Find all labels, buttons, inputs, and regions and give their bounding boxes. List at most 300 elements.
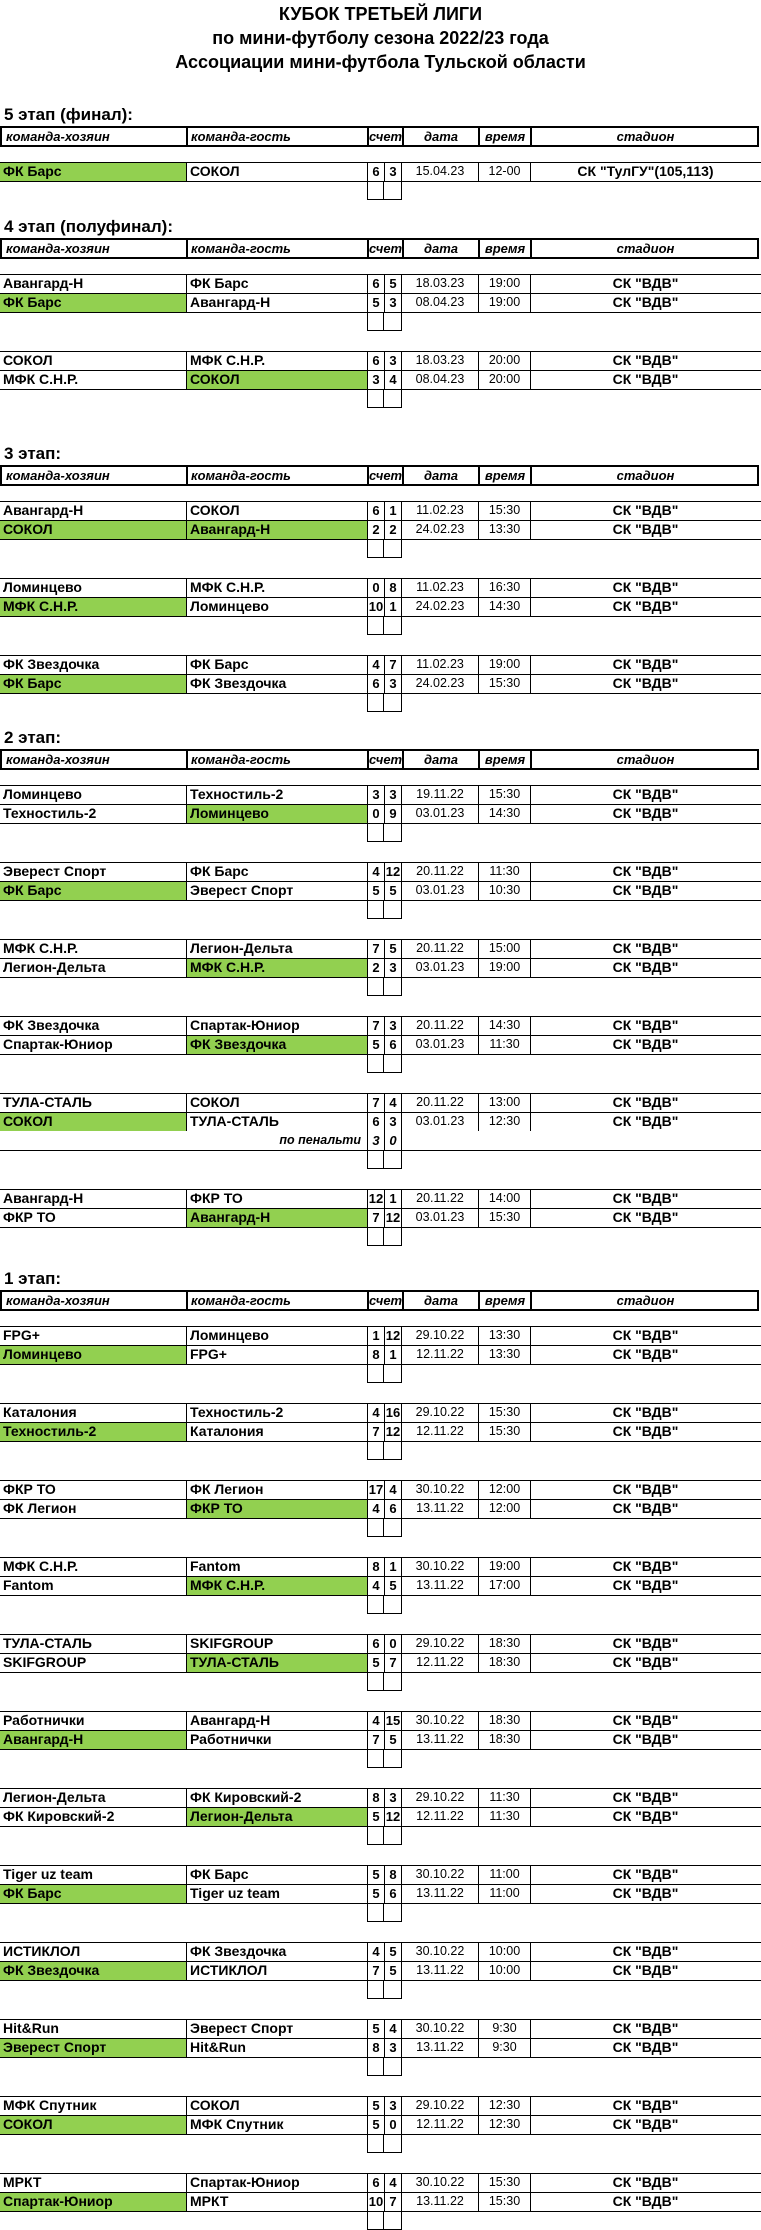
empty-score-cell bbox=[384, 1595, 402, 1614]
divider bbox=[0, 1093, 761, 1094]
away-team: ФК Кировский-2 bbox=[186, 1788, 367, 1807]
match-time: 15:30 bbox=[478, 1208, 530, 1227]
away-score: 3 bbox=[384, 2096, 402, 2115]
header-home: команда-хозяин bbox=[6, 241, 110, 256]
divider bbox=[0, 674, 761, 675]
match-time: 15:30 bbox=[478, 785, 530, 804]
away-score: 4 bbox=[384, 2019, 402, 2038]
away-team: ФКР ТО bbox=[186, 1189, 367, 1208]
match-date: 29.10.22 bbox=[415, 2098, 465, 2112]
match-date: 18.03.23 bbox=[415, 276, 465, 290]
header-stadium: стадион bbox=[530, 128, 759, 145]
divider bbox=[0, 293, 761, 294]
match-date: 13.11.22 bbox=[416, 1886, 464, 1900]
home-score: 4 bbox=[367, 1711, 384, 1730]
header-date: дата bbox=[402, 751, 478, 768]
stage-title: 4 этап (полуфинал): bbox=[4, 217, 173, 236]
home-score: 8 bbox=[367, 1788, 384, 1807]
match-time: 15:30 bbox=[478, 1422, 530, 1441]
match-row bbox=[0, 1035, 761, 1054]
penalty-away-score: 0 bbox=[384, 1131, 402, 1150]
divider bbox=[0, 597, 761, 598]
divider bbox=[0, 2019, 761, 2020]
away-team: СОКОЛ bbox=[186, 501, 367, 520]
divider bbox=[0, 1653, 761, 1654]
match-date: 24.02.23 bbox=[415, 522, 465, 536]
header-date: дата bbox=[402, 467, 478, 484]
away-score: 0 bbox=[384, 2115, 402, 2134]
home-team: Техностиль-2 bbox=[3, 805, 97, 821]
match-row bbox=[0, 1403, 761, 1422]
divider bbox=[0, 1884, 761, 1885]
home-score: 4 bbox=[367, 1576, 384, 1595]
empty-score-cell bbox=[367, 312, 384, 331]
divider bbox=[0, 1730, 761, 1731]
stage-title: 2 этап: bbox=[4, 728, 62, 747]
home-team: ФК Барс bbox=[0, 674, 186, 693]
home-score: 6 bbox=[367, 274, 384, 293]
divider bbox=[0, 1807, 761, 1808]
home-score: 4 bbox=[367, 655, 384, 674]
penalty-row bbox=[0, 1131, 761, 1150]
header-away: команда-гость bbox=[186, 1292, 367, 1309]
stadium: СК "ТулГУ"(105,113) bbox=[530, 162, 760, 181]
away-score: 1 bbox=[384, 1557, 402, 1576]
match-time: 18:30 bbox=[478, 1634, 530, 1653]
away-team: ФК Барс bbox=[186, 655, 367, 674]
match-time: 16:30 bbox=[478, 578, 530, 597]
stadium: СК "ВДВ" bbox=[530, 2038, 760, 2057]
match-row bbox=[0, 597, 761, 616]
away-score: 3 bbox=[384, 351, 402, 370]
header-away: команда-гость bbox=[186, 128, 367, 145]
home-score: 3 bbox=[367, 785, 384, 804]
match-time: 12:30 bbox=[478, 2115, 530, 2134]
empty-score-cell bbox=[384, 1054, 402, 1073]
match-time: 19:00 bbox=[478, 1557, 530, 1576]
away-team: ФКР ТО bbox=[186, 1499, 367, 1518]
away-score: 4 bbox=[384, 1480, 402, 1499]
divider bbox=[0, 274, 761, 275]
empty-score-cell bbox=[384, 900, 402, 919]
away-team: СОКОЛ bbox=[186, 2096, 367, 2115]
match-row bbox=[0, 1016, 761, 1035]
away-score: 1 bbox=[384, 1345, 402, 1364]
home-team: Легион-Дельта bbox=[3, 959, 106, 975]
match-row bbox=[0, 1730, 761, 1749]
divider bbox=[0, 862, 761, 863]
empty-score-cell bbox=[384, 1903, 402, 1922]
home-team: Каталония bbox=[3, 1404, 77, 1420]
empty-score-cell bbox=[367, 539, 384, 558]
away-score: 5 bbox=[384, 1961, 402, 1980]
match-time: 10:30 bbox=[478, 881, 530, 900]
stadium: СК "ВДВ" bbox=[530, 674, 760, 693]
match-time: 12:30 bbox=[478, 1112, 530, 1131]
column-header-row bbox=[0, 126, 759, 147]
divider bbox=[0, 939, 761, 940]
stadium: СК "ВДВ" bbox=[530, 1499, 760, 1518]
match-date: 13.11.22 bbox=[416, 2040, 464, 2054]
match-time: 14:30 bbox=[478, 597, 530, 616]
match-date: 03.01.23 bbox=[415, 883, 465, 897]
match-time: 13:30 bbox=[478, 520, 530, 539]
divider bbox=[0, 1326, 761, 1327]
empty-score-cell bbox=[367, 1595, 384, 1614]
empty-score-cell bbox=[384, 616, 402, 635]
away-team: FPG+ bbox=[186, 1345, 367, 1364]
header-score: счет bbox=[369, 752, 402, 767]
header-home: команда-хозяин bbox=[6, 1293, 110, 1308]
empty-score-cell bbox=[367, 1980, 384, 1999]
away-team: ФК Звездочка bbox=[186, 674, 367, 693]
match-date: 08.04.23 bbox=[415, 295, 465, 309]
away-team: Спартак-Юниор bbox=[186, 1016, 367, 1035]
away-score: 15 bbox=[385, 1713, 401, 1728]
away-team: Каталония bbox=[186, 1422, 367, 1441]
match-time: 9:30 bbox=[478, 2038, 530, 2057]
home-score: 6 bbox=[367, 501, 384, 520]
match-row bbox=[0, 1557, 761, 1576]
match-row bbox=[0, 785, 761, 804]
empty-score-cell bbox=[384, 1518, 402, 1537]
divider bbox=[0, 1189, 761, 1190]
away-team: ИСТИКЛОЛ bbox=[186, 1961, 367, 1980]
empty-score-cell bbox=[384, 1980, 402, 1999]
away-team: Работнички bbox=[186, 1730, 367, 1749]
empty-score-cell bbox=[367, 2057, 384, 2076]
match-row bbox=[0, 501, 761, 520]
divider bbox=[0, 520, 761, 521]
match-date: 13.11.22 bbox=[416, 1578, 464, 1592]
stadium: СК "ВДВ" bbox=[530, 1189, 760, 1208]
home-score: 7 bbox=[367, 939, 384, 958]
match-date: 12.11.22 bbox=[416, 1655, 464, 1669]
match-date: 11.02.23 bbox=[416, 657, 464, 671]
match-row bbox=[0, 1189, 761, 1208]
away-team: Эверест Спорт bbox=[186, 881, 367, 900]
empty-score-cell bbox=[367, 977, 384, 996]
divider bbox=[0, 1499, 761, 1500]
home-score: 5 bbox=[367, 2019, 384, 2038]
empty-score-cell bbox=[367, 1150, 384, 1169]
home-score: 8 bbox=[367, 1345, 384, 1364]
match-time: 11:30 bbox=[478, 1807, 530, 1826]
stadium: СК "ВДВ" bbox=[530, 2019, 760, 2038]
empty-score-cell bbox=[384, 1227, 402, 1246]
stadium: СК "ВДВ" bbox=[530, 785, 760, 804]
away-score: 7 bbox=[384, 2192, 402, 2211]
away-team: МФК С.Н.Р. bbox=[186, 578, 367, 597]
stadium: СК "ВДВ" bbox=[530, 1730, 760, 1749]
home-team: МФК С.Н.Р. bbox=[3, 1558, 79, 1574]
match-date: 13.11.22 bbox=[416, 1501, 464, 1515]
header-home: команда-хозяин bbox=[6, 468, 110, 483]
column-header-row bbox=[0, 1290, 759, 1311]
home-score: 2 bbox=[367, 520, 384, 539]
stadium: СК "ВДВ" bbox=[530, 1653, 760, 1672]
away-team: Авангард-Н bbox=[186, 1208, 367, 1227]
match-time: 12-00 bbox=[478, 162, 530, 181]
empty-score-cell bbox=[384, 693, 402, 712]
away-score: 5 bbox=[384, 274, 402, 293]
away-score: 8 bbox=[384, 578, 402, 597]
home-team: ФК Легион bbox=[3, 1500, 77, 1516]
stadium: СК "ВДВ" bbox=[530, 1961, 760, 1980]
header-date: дата bbox=[402, 1292, 478, 1309]
column-header-row bbox=[0, 238, 759, 259]
stadium: СК "ВДВ" bbox=[530, 1403, 760, 1422]
empty-score-cell bbox=[367, 1826, 384, 1845]
away-team: МФК С.Н.Р. bbox=[186, 958, 367, 977]
empty-score-cell bbox=[384, 539, 402, 558]
home-score: 6 bbox=[367, 674, 384, 693]
divider bbox=[0, 1788, 761, 1789]
away-score: 7 bbox=[384, 1653, 402, 1672]
away-team: ФК Барс bbox=[186, 274, 367, 293]
match-row bbox=[0, 2115, 761, 2134]
home-team: ИСТИКЛОЛ bbox=[3, 1943, 81, 1959]
home-team: Hit&Run bbox=[3, 2020, 59, 2036]
home-team: Авангард-Н bbox=[3, 275, 84, 291]
home-score: 17 bbox=[368, 1482, 384, 1497]
home-score: 5 bbox=[367, 1884, 384, 1903]
empty-score-cell bbox=[367, 616, 384, 635]
match-date: 19.11.22 bbox=[416, 787, 464, 801]
home-score: 6 bbox=[367, 351, 384, 370]
home-team: МФК С.Н.Р. bbox=[0, 597, 186, 616]
stadium: СК "ВДВ" bbox=[530, 1016, 760, 1035]
away-team: Легион-Дельта bbox=[186, 1807, 367, 1826]
away-team: СОКОЛ bbox=[186, 1093, 367, 1112]
away-score: 3 bbox=[384, 1788, 402, 1807]
match-date: 30.10.22 bbox=[415, 1559, 465, 1573]
stadium: СК "ВДВ" bbox=[530, 1865, 760, 1884]
stadium: СК "ВДВ" bbox=[530, 1942, 760, 1961]
away-score: 3 bbox=[384, 293, 402, 312]
match-date: 12.11.22 bbox=[416, 1347, 464, 1361]
match-time: 15:30 bbox=[478, 1403, 530, 1422]
match-time: 20:00 bbox=[478, 351, 530, 370]
home-team: Fantom bbox=[3, 1577, 54, 1593]
header-home: команда-хозяин bbox=[6, 129, 110, 144]
match-time: 13:00 bbox=[478, 1093, 530, 1112]
home-team: МФК Спутник bbox=[3, 2097, 97, 2113]
match-time: 19:00 bbox=[478, 274, 530, 293]
match-date: 11.02.23 bbox=[416, 503, 464, 517]
home-score: 7 bbox=[367, 1093, 384, 1112]
match-row bbox=[0, 274, 761, 293]
match-date: 29.10.22 bbox=[415, 1328, 465, 1342]
match-time: 13:30 bbox=[478, 1345, 530, 1364]
match-row bbox=[0, 1326, 761, 1345]
divider bbox=[0, 1961, 761, 1962]
match-row bbox=[0, 1788, 761, 1807]
match-time: 15:30 bbox=[478, 2192, 530, 2211]
stadium: СК "ВДВ" bbox=[530, 1345, 760, 1364]
away-team: МФК С.Н.Р. bbox=[186, 1576, 367, 1595]
home-score: 7 bbox=[367, 1730, 384, 1749]
divider bbox=[0, 1865, 761, 1866]
home-score: 5 bbox=[367, 2115, 384, 2134]
header-score: счет bbox=[369, 241, 402, 256]
away-team: ТУЛА-СТАЛЬ bbox=[186, 1653, 367, 1672]
empty-score-cell bbox=[367, 389, 384, 408]
divider bbox=[0, 958, 761, 959]
penalty-home-score: 3 bbox=[367, 1131, 384, 1150]
stadium: СК "ВДВ" bbox=[530, 274, 760, 293]
away-score: 3 bbox=[384, 1016, 402, 1035]
away-team: Fantom bbox=[186, 1557, 367, 1576]
away-score: 3 bbox=[384, 674, 402, 693]
home-team: ФК Кировский-2 bbox=[3, 1808, 115, 1824]
home-score: 10 bbox=[368, 599, 384, 614]
empty-score-cell bbox=[367, 1518, 384, 1537]
stadium: СК "ВДВ" bbox=[530, 1326, 760, 1345]
away-team: Ломинцево bbox=[186, 804, 367, 823]
home-score: 4 bbox=[367, 1403, 384, 1422]
header-time: время bbox=[478, 128, 530, 145]
match-date: 20.11.22 bbox=[416, 1191, 464, 1205]
match-time: 17:00 bbox=[478, 1576, 530, 1595]
stadium: СК "ВДВ" bbox=[530, 1788, 760, 1807]
away-score: 12 bbox=[385, 1424, 401, 1439]
home-team: Спартак-Юниор bbox=[3, 1036, 113, 1052]
match-date: 08.04.23 bbox=[415, 372, 465, 386]
match-row bbox=[0, 578, 761, 597]
stadium: СК "ВДВ" bbox=[530, 804, 760, 823]
home-team: Эверест Спорт bbox=[3, 863, 107, 879]
empty-score-cell bbox=[367, 1364, 384, 1383]
away-team: ФК Барс bbox=[186, 862, 367, 881]
match-time: 10:00 bbox=[478, 1961, 530, 1980]
away-score: 6 bbox=[384, 1499, 402, 1518]
away-team: СОКОЛ bbox=[186, 370, 367, 389]
divider bbox=[0, 2038, 761, 2039]
home-team: ФК Звездочка bbox=[3, 1017, 100, 1033]
match-row bbox=[0, 1480, 761, 1499]
stadium: СК "ВДВ" bbox=[530, 1711, 760, 1730]
home-score: 8 bbox=[367, 2038, 384, 2057]
home-score: 6 bbox=[367, 2173, 384, 2192]
away-team: Легион-Дельта bbox=[186, 939, 367, 958]
away-score: 12 bbox=[385, 1210, 401, 1225]
divider bbox=[0, 2096, 761, 2097]
empty-score-cell bbox=[384, 2057, 402, 2076]
match-row bbox=[0, 1422, 761, 1441]
divider bbox=[0, 1576, 761, 1577]
home-team: Работнички bbox=[3, 1712, 85, 1728]
stadium: СК "ВДВ" bbox=[530, 862, 760, 881]
home-score: 6 bbox=[367, 162, 384, 181]
match-date: 13.11.22 bbox=[416, 1732, 464, 1746]
home-team: Ломинцево bbox=[0, 1345, 186, 1364]
header-time: время bbox=[478, 467, 530, 484]
home-score: 5 bbox=[367, 1653, 384, 1672]
away-score: 4 bbox=[384, 2173, 402, 2192]
match-row bbox=[0, 1093, 761, 1112]
away-score: 5 bbox=[384, 881, 402, 900]
stadium: СК "ВДВ" bbox=[530, 958, 760, 977]
match-row bbox=[0, 1112, 761, 1131]
header-away: команда-гость bbox=[186, 467, 367, 484]
empty-score-cell bbox=[384, 1364, 402, 1383]
stadium: СК "ВДВ" bbox=[530, 370, 760, 389]
home-score: 4 bbox=[367, 862, 384, 881]
home-team: ФК Барс bbox=[0, 1884, 186, 1903]
match-row bbox=[0, 674, 761, 693]
match-row bbox=[0, 1653, 761, 1672]
empty-score-cell bbox=[384, 2134, 402, 2153]
match-row bbox=[0, 2173, 761, 2192]
divider bbox=[0, 1557, 761, 1558]
away-score: 8 bbox=[384, 1865, 402, 1884]
home-team: СОКОЛ bbox=[0, 520, 186, 539]
away-team: Спартак-Юниор bbox=[186, 2173, 367, 2192]
divider bbox=[0, 2173, 761, 2174]
stadium: СК "ВДВ" bbox=[530, 2173, 760, 2192]
stadium: СК "ВДВ" bbox=[530, 293, 760, 312]
header-time: время bbox=[478, 751, 530, 768]
home-team: Авангард-Н bbox=[0, 1730, 186, 1749]
empty-score-cell bbox=[367, 181, 384, 200]
match-time: 14:30 bbox=[478, 804, 530, 823]
column-header-row bbox=[0, 465, 759, 486]
empty-score-cell bbox=[384, 1150, 402, 1169]
header-stadium: стадион bbox=[530, 751, 759, 768]
empty-score-cell bbox=[367, 823, 384, 842]
divider bbox=[0, 1403, 761, 1404]
penalty-label: по пенальти bbox=[279, 1133, 361, 1147]
match-time: 18:30 bbox=[478, 1730, 530, 1749]
header-away: команда-гость bbox=[186, 751, 367, 768]
away-score: 12 bbox=[385, 1328, 401, 1343]
match-date: 13.11.22 bbox=[416, 1963, 464, 1977]
divider bbox=[0, 1345, 761, 1346]
home-score: 4 bbox=[367, 1499, 384, 1518]
away-score: 3 bbox=[384, 2038, 402, 2057]
season-subtitle: по мини-футболу сезона 2022/23 года bbox=[212, 28, 549, 48]
divider bbox=[0, 881, 761, 882]
away-team: ФК Барс bbox=[186, 1865, 367, 1884]
divider bbox=[0, 1112, 761, 1113]
home-score: 5 bbox=[367, 2096, 384, 2115]
empty-score-cell bbox=[367, 1903, 384, 1922]
away-team: Авангард-Н bbox=[186, 520, 367, 539]
home-team: Ломинцево bbox=[3, 786, 82, 802]
match-date: 20.11.22 bbox=[416, 1095, 464, 1109]
stadium: СК "ВДВ" bbox=[530, 1807, 760, 1826]
match-row bbox=[0, 520, 761, 539]
header-stadium: стадион bbox=[530, 467, 759, 484]
match-time: 18:30 bbox=[478, 1653, 530, 1672]
divider bbox=[0, 1480, 761, 1481]
header-score: счет bbox=[369, 1293, 402, 1308]
home-score: 10 bbox=[368, 2194, 384, 2209]
match-row bbox=[0, 804, 761, 823]
match-date: 30.10.22 bbox=[415, 1713, 465, 1727]
home-score: 5 bbox=[367, 881, 384, 900]
stadium: СК "ВДВ" bbox=[530, 501, 760, 520]
match-time: 15:00 bbox=[478, 939, 530, 958]
header-time: время bbox=[478, 240, 530, 257]
header-away: команда-гость bbox=[186, 240, 367, 257]
match-row bbox=[0, 1634, 761, 1653]
stadium: СК "ВДВ" bbox=[530, 1093, 760, 1112]
home-score: 7 bbox=[367, 1422, 384, 1441]
match-row bbox=[0, 1345, 761, 1364]
match-row bbox=[0, 162, 761, 181]
